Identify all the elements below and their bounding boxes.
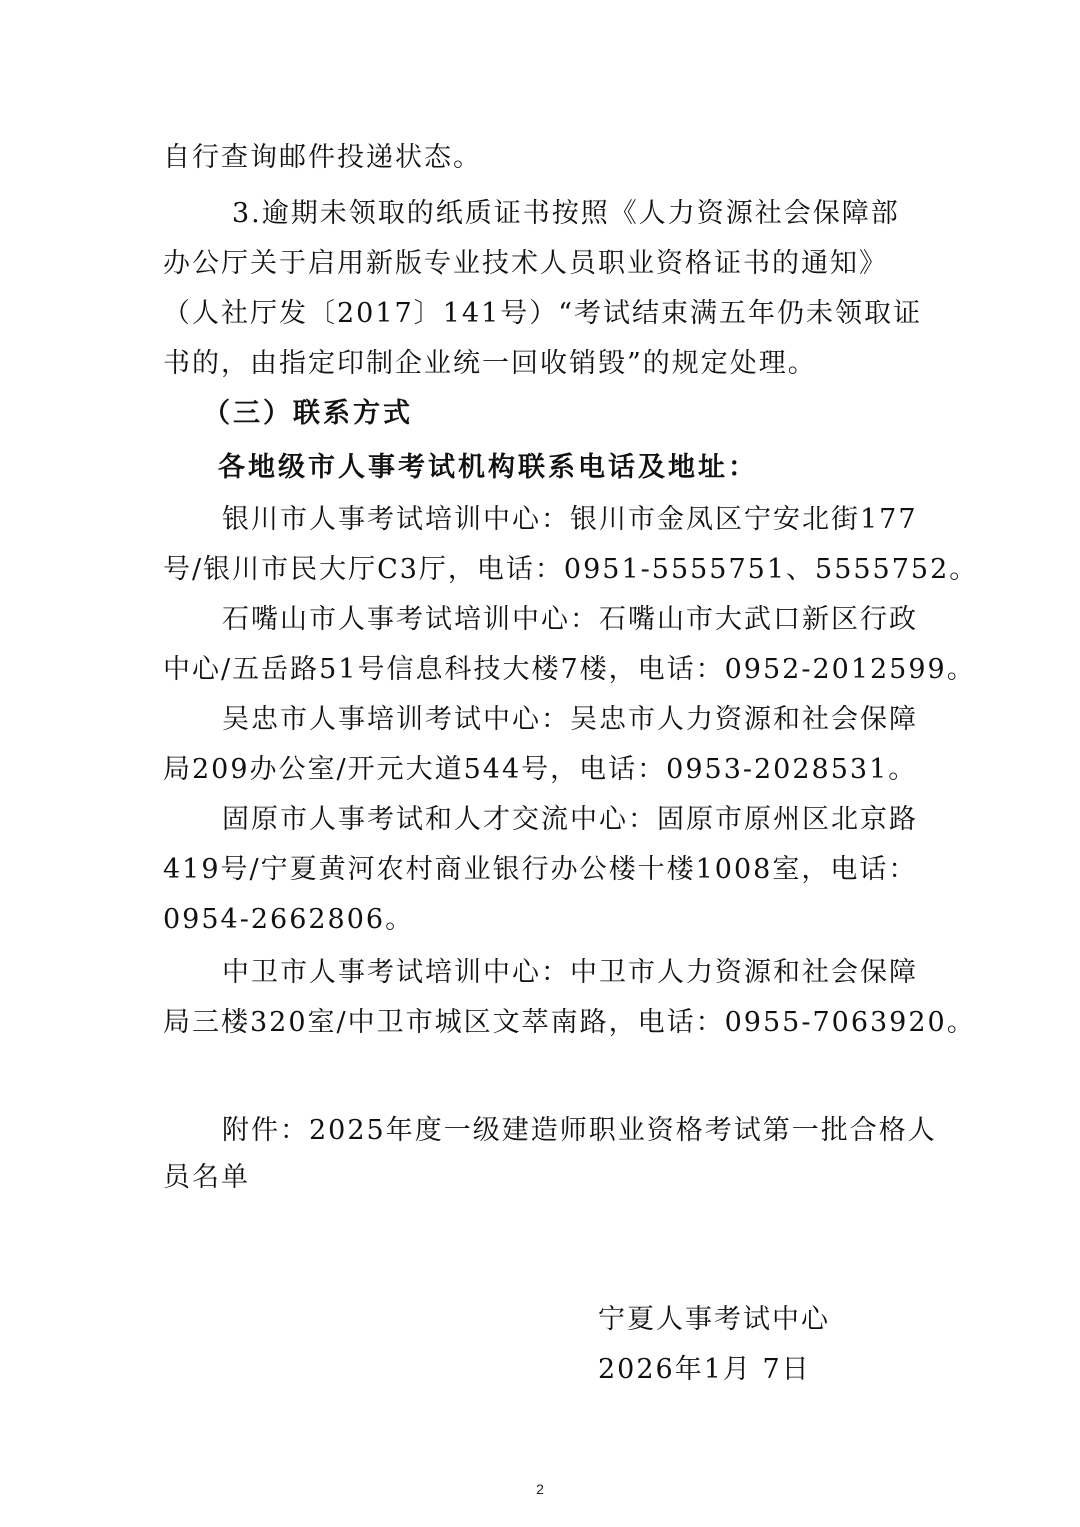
contact-line: 中心/五岳路51号信息科技大楼7楼，电话：0952-2012599。 (163, 654, 976, 685)
attachment-line: 附件：2025年度一级建造师职业资格考试第一批合格人 (222, 1115, 937, 1146)
attachment-line: 员名单 (163, 1162, 250, 1193)
paragraph-line: 自行查询邮件投递状态。 (163, 142, 482, 173)
contact-line: 419号/宁夏黄河农村商业银行办公楼十楼1008室，电话： (163, 854, 918, 885)
subheading: 各地级市人事考试机构联系电话及地址： (218, 452, 758, 483)
paragraph-line: 书的，由指定印制企业统一回收销毁”的规定处理。 (163, 348, 817, 379)
contact-line: 固原市人事考试和人才交流中心：固原市原州区北京路 (222, 804, 918, 835)
paragraph-line: 办公厅关于启用新版专业技术人员职业资格证书的通知》 (163, 248, 888, 279)
contact-line: 号/银川市民大厅C3厅，电话：0951-5555751、5555752。 (163, 554, 979, 585)
page-number: 2 (536, 1481, 544, 1497)
contact-line: 吴忠市人事培训考试中心：吴忠市人力资源和社会保障 (222, 704, 918, 735)
contact-line: 中卫市人事考试培训中心：中卫市人力资源和社会保障 (222, 957, 918, 988)
paragraph-line: （人社厅发〔2017〕141号）“考试结束满五年仍未领取证 (163, 298, 923, 329)
contact-line: 石嘴山市人事考试培训中心：石嘴山市大武口新区行政 (222, 604, 918, 635)
contact-line: 局209办公室/开元大道544号，电话：0953-2028531。 (163, 754, 918, 785)
section-heading: （三）联系方式 (203, 398, 413, 429)
signature-org: 宁夏人事考试中心 (598, 1304, 830, 1335)
contact-line: 局三楼320室/中卫市城区文萃南路，电话：0955-7063920。 (163, 1007, 976, 1038)
paragraph-line: 3.逾期未领取的纸质证书按照《人力资源社会保障部 (232, 198, 900, 229)
signature-date: 2026年1月 7日 (598, 1354, 811, 1385)
contact-line: 0954-2662806。 (163, 904, 415, 935)
contact-line: 银川市人事考试培训中心：银川市金凤区宁安北街177 (222, 504, 918, 535)
